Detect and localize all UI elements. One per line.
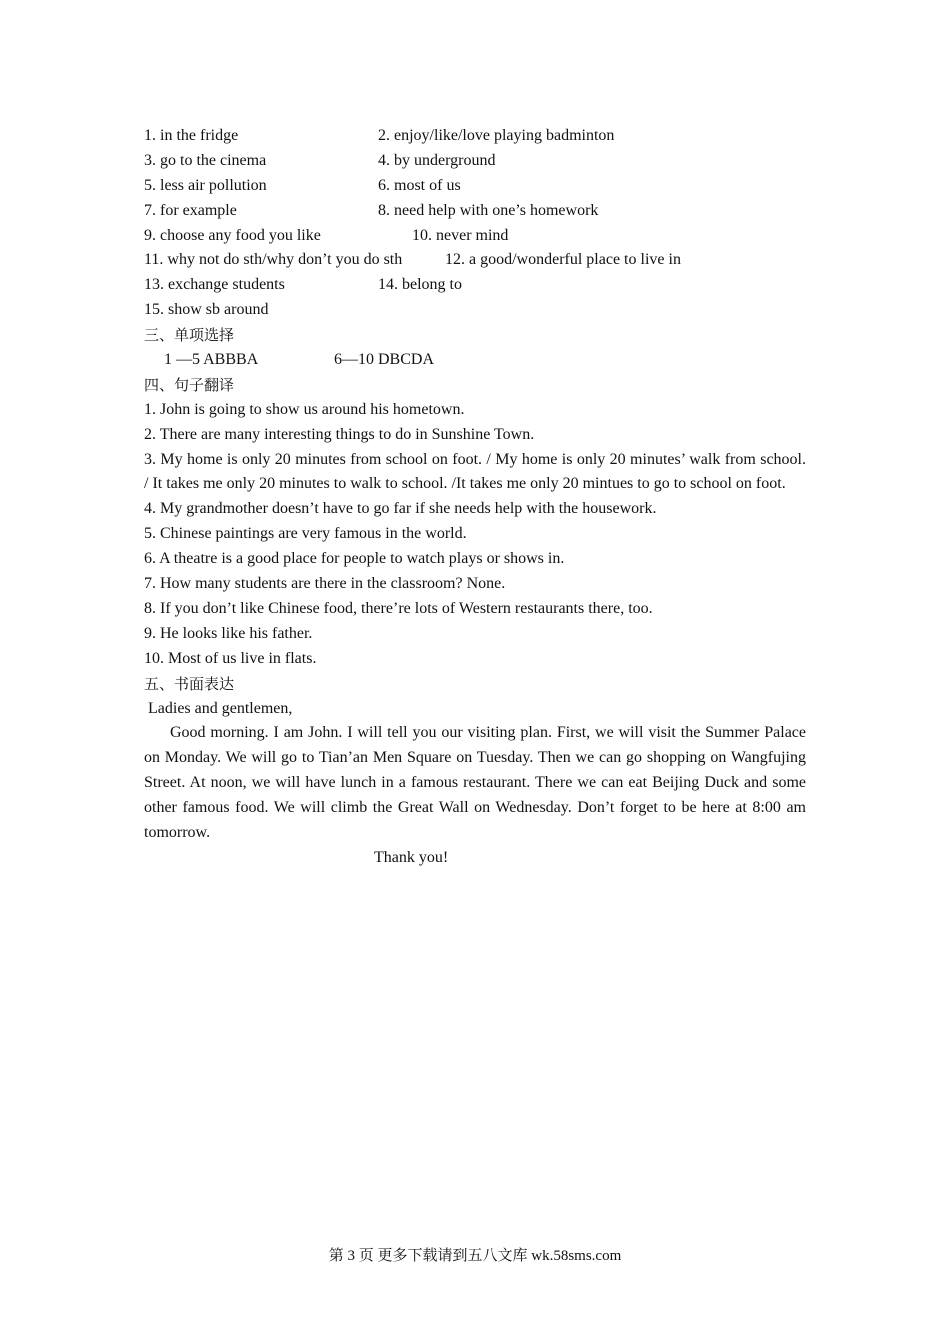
vocab-item: 9. choose any food you like xyxy=(144,226,321,244)
vocab-item: 2. enjoy/like/love playing badminton xyxy=(378,127,615,144)
vocab-item: 15. show sb around xyxy=(144,301,269,319)
writing-closing: Thank you! xyxy=(374,848,449,866)
answer-content xyxy=(144,124,806,871)
vocab-item: 13. exchange students xyxy=(144,276,285,294)
multiple-choice-answers xyxy=(144,348,806,373)
vocab-item: 11. why not do sth/why don’t you do sth xyxy=(144,251,403,269)
translation-item: 7. How many students are there in the classroom? None. xyxy=(144,575,506,593)
vocab-item: 4. by underground xyxy=(378,151,496,169)
vocab-item: 12. a good/wonderful place to live in xyxy=(445,251,681,269)
vocab-item: 8. need help with one’s homework xyxy=(378,201,599,219)
translation-item: 8. If you don’t like Chinese food, there’re lots of Western restaurants there, too. xyxy=(144,599,653,617)
vocab-item: 5. less air pollution xyxy=(144,176,267,194)
writing-body: Good morning. I am John. I will tell you our visiting plan. First, we will visit the Summer Palace on Monday. We will go to Tian’an Men Square on Tuesday. Then we can go shopping on Wangfujing Street. At noon, we will have lunch in a famous restaurant. There we can eat Beijing Duck and some other famous food. We will climb the Great Wall on Wednesday. Don’t forget to be here at 8:00 am tomorrow. xyxy=(144,724,806,842)
vocab-row xyxy=(144,224,806,249)
vocab-item: 3. go to the cinema xyxy=(144,151,267,169)
translation-item: 10. Most of us live in flats. xyxy=(144,649,317,667)
vocab-row xyxy=(144,248,806,273)
writing-salutation: Ladies and gentlemen, xyxy=(148,699,293,717)
translation-item: 1. John is going to show us around his hometown. xyxy=(144,400,465,418)
section-heading-multiple-choice: 三、单项选择 xyxy=(144,326,235,345)
vocab-row xyxy=(144,199,806,224)
vocab-item: 6. most of us xyxy=(378,176,461,194)
vocab-row xyxy=(144,298,806,323)
section-heading-writing: 五、书面表达 xyxy=(144,674,235,693)
section-heading-translation: 四、句子翻译 xyxy=(144,375,235,394)
vocab-row xyxy=(144,174,806,199)
translation-item: 6. A theatre is a good place for people to watch plays or shows in. xyxy=(144,550,565,568)
vocab-row xyxy=(144,273,806,298)
translation-item: 4. My grandmother doesn’t have to go far if she needs help with the housework. xyxy=(144,500,657,518)
vocab-item: 10. never mind xyxy=(412,226,509,244)
vocab-item: 14. belong to xyxy=(378,276,462,294)
vocab-row xyxy=(144,149,806,174)
translation-item: 2. There are many interesting things to do in Sunshine Town. xyxy=(144,425,535,443)
vocab-item: 1. in the fridge xyxy=(144,127,239,144)
translation-item: 9. He looks like his father. xyxy=(144,624,313,642)
answers-1-5: 1 —5 ABBBA xyxy=(164,351,259,369)
vocab-row xyxy=(144,124,806,149)
answers-6-10: 6—10 DBCDA xyxy=(334,351,435,369)
page-footer: 第 3 页 更多下载请到五八文库 wk.58sms.com xyxy=(328,1248,622,1264)
translation-item: 5. Chinese paintings are very famous in the world. xyxy=(144,525,467,543)
translation-item: 3. My home is only 20 minutes from school on foot. / My home is only 20 minutes’ walk from school. / It takes me only 20 minutes to walk to school. /It takes me only 20 mintues to go to school on foot. xyxy=(144,450,806,493)
vocab-item: 7. for example xyxy=(144,201,237,219)
